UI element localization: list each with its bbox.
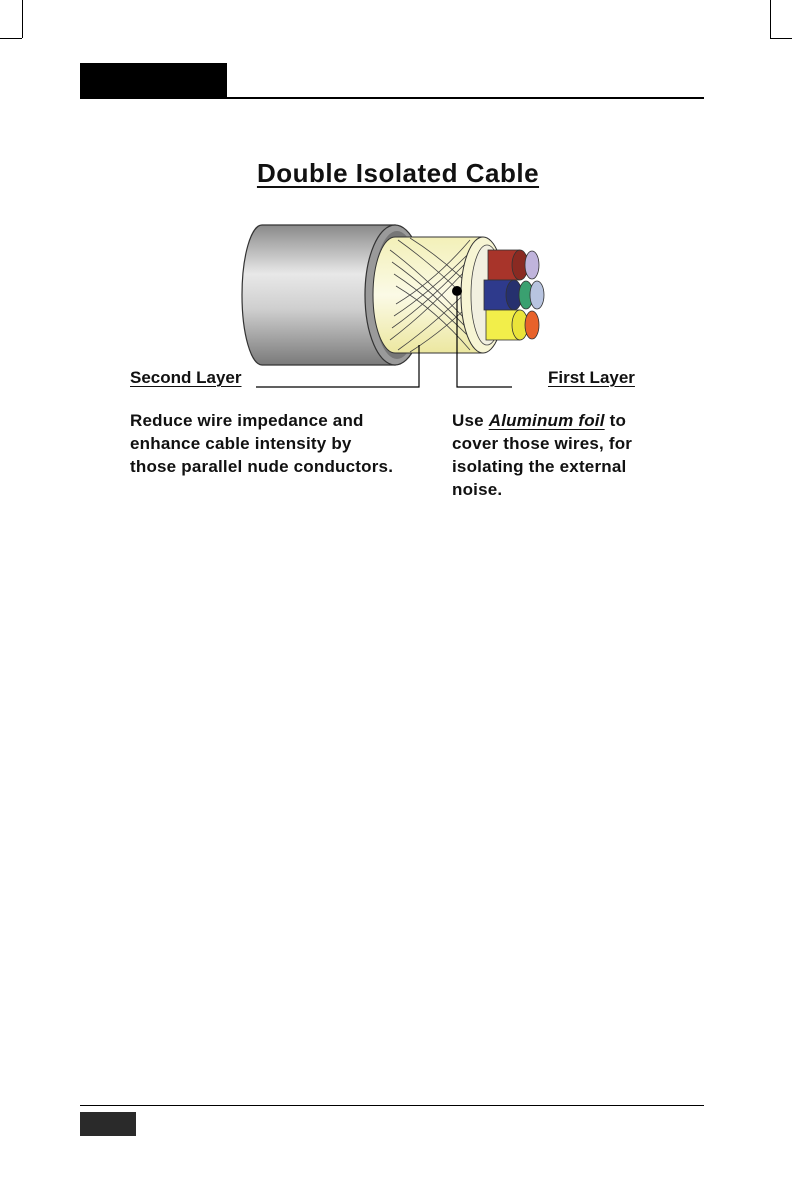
first-layer-description-line-3: isolating the external (452, 457, 627, 476)
inner-wires (484, 250, 544, 340)
second-layer-label: Second Layer (130, 368, 242, 387)
footer-rule (80, 1105, 704, 1106)
footer-tab (80, 1112, 136, 1136)
second-layer-description-line-2: enhance cable intensity by (130, 434, 352, 453)
second-layer-description-line-3: those parallel nude conductors. (130, 457, 394, 476)
aluminum-foil-emphasis: Aluminum foil (488, 411, 605, 430)
first-layer-description-suffix: to (604, 411, 627, 430)
first-layer-label: First Layer (548, 368, 635, 387)
first-layer-description-line-1 (452, 409, 672, 432)
first-layer-description (452, 409, 672, 501)
page-title-text: Double Isolated Cable (256, 158, 540, 188)
first-layer-description-line-2: cover those wires, for (452, 434, 633, 453)
first-layer-description-line-4: noise. (452, 480, 503, 499)
second-layer-description-line-1: Reduce wire impedance and (130, 411, 364, 430)
second-layer-description (130, 409, 440, 478)
first-layer-description-prefix: Use (452, 411, 489, 430)
